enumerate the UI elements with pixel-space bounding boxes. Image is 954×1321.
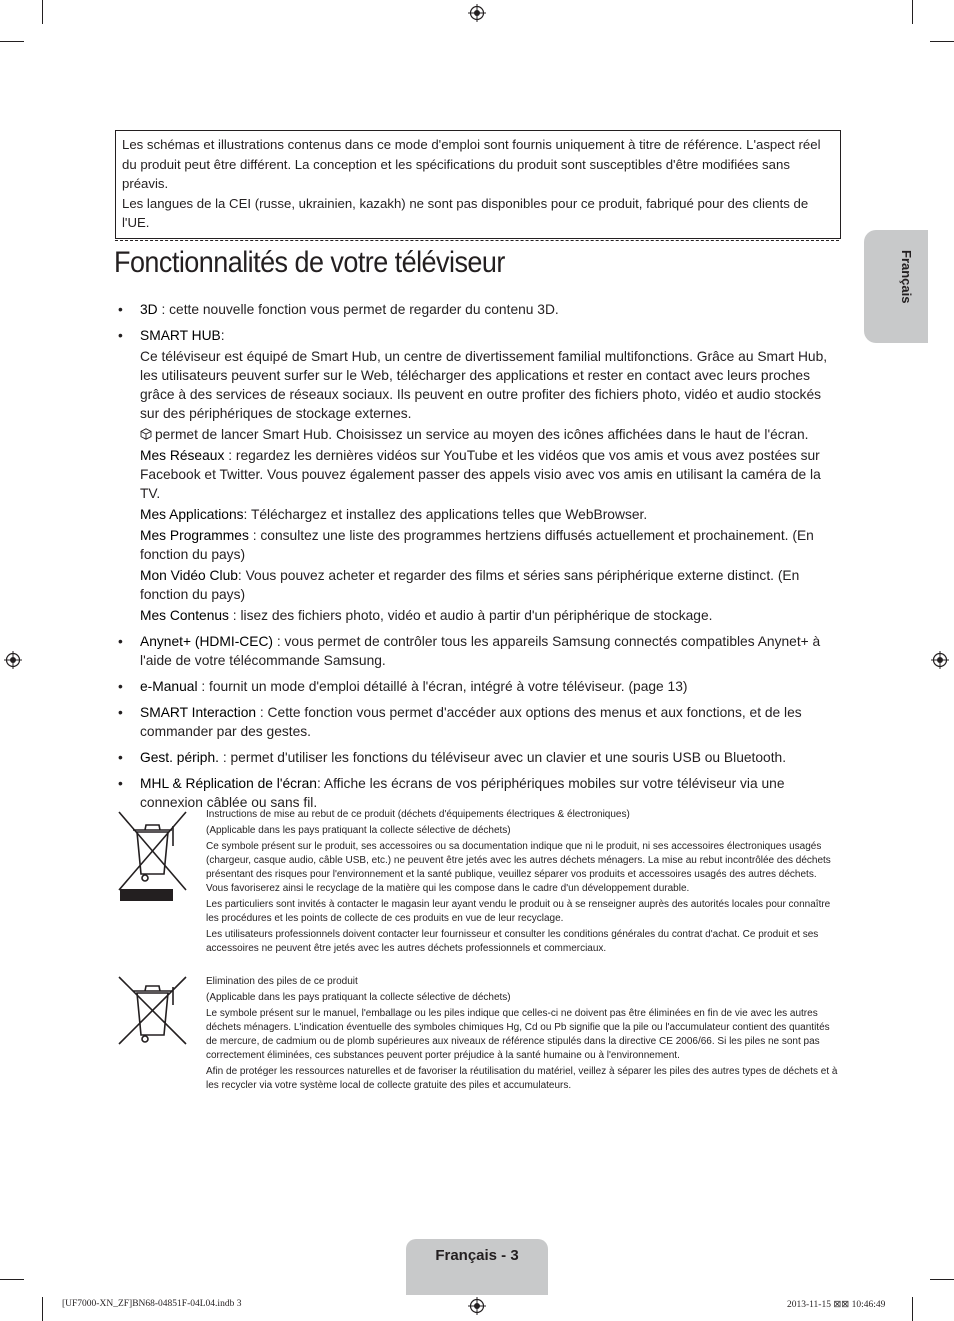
print-file-info: [UF7000-XN_ZF]BN68-04851F-04L04.indb 3	[62, 1299, 242, 1309]
disclaimer-text: Les schémas et illustrations contenus dans ce mode d'emploi sont fournis uniquement à titre de référence. L'aspect réel du produit peut être différent. La conception et les spécifications du produit sont susceptibles d'être modifiées sans préavis.	[122, 137, 821, 191]
list-item: • MHL & Réplication de l'écran: Affiche les écrans de vos périphériques mobiles sur votre téléviseur via une connexion câblée ou sans fil.	[115, 774, 839, 812]
page-number-tab	[406, 1239, 548, 1295]
list-item: Mon Vidéo Club: Vous pouvez acheter et regarder des films et séries sans périphérique externe distinct. (En fonction du pays)	[140, 568, 800, 602]
dashed-divider	[115, 240, 839, 241]
crop-mark	[930, 41, 954, 42]
battery-disposal-section	[115, 975, 839, 1105]
smart-hub-launch: permet de lancer Smart Hub. Choisissez un service au moyen des icônes affichées dans le haut de l'écran.	[140, 425, 839, 444]
language-note: Les langues de la CEI (russe, ukrainien, kazakh) ne sont pas disponibles pour ce produit, fabriqué pour des clients de l'UE.	[122, 195, 809, 230]
crop-mark	[930, 1279, 954, 1280]
weee-paragraph: Ce symbole présent sur le produit, ses accessoires ou sa documentation indique que ni le produit, ni ses accessoires électroniques usagés (chargeur, casque audio, câble USB, etc.) ne peuvent être jetés avec les autres déchets ménagers. La mise au rebut incontrôlée des déchets présentant des risques pour l'environnement et la santé publique, veuillez séparer vos produits et accessoires usagés des autres déchets. Vous favoriserez ainsi le recyclage de la matière qui les compose dans le cadre d'un développement durable.	[206, 841, 831, 894]
weee-disposal-section	[115, 808, 839, 968]
battery-paragraph: Le symbole présent sur le manuel, l'emballage ou les piles indique que celles-ci ne doivent pas être éliminées en fin de vie avec les autres déchets ménagers. L'indication éventuelle des symboles chimiques Hg, Cd ou Pb signifie que la pile ou l'accumulateur contient des quantités de mercure, de cadmium ou de plomb supérieures aux niveaux de référence stipulés dans la directive CE 2006/66. Si les piles ne sont pas correctement éliminées, ces substances peuvent porter préjudice à la santé humaine ou à l'environnement.	[206, 1008, 830, 1061]
weee-text	[206, 808, 840, 958]
registration-mark-icon	[468, 4, 486, 22]
crossed-bin-icon	[115, 808, 190, 903]
crop-mark	[912, 0, 913, 24]
print-date-info: 2013-11-15 ⊠⊠ 10:46:49	[787, 1300, 886, 1310]
list-item: • e-Manual : fournit un mode d'emploi détaillé à l'écran, intégré à votre téléviseur. (page 13)	[115, 677, 839, 696]
language-side-tab	[864, 230, 928, 343]
weee-paragraph: Les utilisateurs professionnels doivent contacter leur fournisseur et consulter les conditions générales du contrat d'achat. Ce produit et ses accessoires ne peuvent être jetés avec les autres déchets professionnels et commerciaux.	[206, 929, 819, 954]
page-title: Fonctionnalités de votre téléviseur	[114, 246, 505, 279]
feature-list	[115, 300, 839, 819]
smart-hub-intro: Ce téléviseur est équipé de Smart Hub, un centre de divertissement familial multifonctions. Grâce au Smart Hub, les utilisateurs peuvent surfer sur le Web, télécharger des applications et rester en contact avec leurs proches grâce à des services de réseaux sociaux. Ils peuvent en outre profiter des fichiers photo, vidéo et audio stockés sur des périphériques de stockage externes.	[140, 349, 828, 421]
list-item: • 3D : cette nouvelle fonction vous permet de regarder du contenu 3D.	[115, 300, 839, 319]
battery-subtitle: (Applicable dans les pays pratiquant la collecte sélective de déchets)	[206, 992, 511, 1003]
list-item: Mes Réseaux : regardez les dernières vidéos sur YouTube et les vidéos que vos amis et vous avez postées sur Facebook et Twitter. Vous pouvez également passer des appels visio avec vos amis en utilisant la caméra de la TV.	[140, 448, 821, 501]
list-item: • SMART HUB: Ce téléviseur est équipé de Smart Hub, un centre de divertissement familial multifonctions. Grâce au Smart Hub, les utilisateurs peuvent surfer sur le Web, télécharger des applications et rester en contact avec leurs proches grâce à des services de réseaux sociaux. Ils peuvent en outre profiter des fichiers photo, vidéo et audio stockés sur des périphériques de stockage externes. permet de lancer Smart Hub. Choisissez un service au moyen des icônes affichées dans le haut de l'écran. Mes Réseaux : regardez les dernières vidéos sur YouTube et les vidéos que vos amis et vous avez postées sur Facebook et Twitter. Vous pouvez également passer des appels visio avec vos amis en utilisant la caméra de la TV. Mes Applications: Téléchargez et installez des applications telles que WebBrowser. Mes Programmes : consultez une liste des programmes hertziens diffusés actuellement et prochainement. (En fonction du pays) Mon Vidéo Club: Vous pouvez acheter et regarder des films et séries sans périphérique externe distinct. (En fonction du pays) Mes Contenus : lisez des fichiers photo, vidéo et audio à partir d'un périphérique de stockage.	[115, 326, 839, 625]
crop-mark	[912, 1297, 913, 1321]
crossed-battery-bin-icon	[115, 975, 190, 1047]
battery-paragraph: Afin de protéger les ressources naturelles et de favoriser la réutilisation du matériel, veillez à séparer les piles des autres types de déchets et à les recycler via votre système local de collecte gratuite des piles et accumulateurs.	[206, 1066, 838, 1091]
page-number: Français - 3	[435, 1247, 519, 1264]
list-item: • Anynet+ (HDMI-CEC) : vous permet de contrôler tous les appareils Samsung connectés compatibles Anynet+ à l'aide de votre télécommande Samsung.	[115, 632, 839, 670]
registration-mark-icon	[4, 651, 22, 669]
language-side-tab-label: Français	[899, 250, 914, 304]
list-item: • SMART Interaction : Cette fonction vous permet d'accéder aux options des menus et aux fonctions, et de les commander par des gestes.	[115, 703, 839, 741]
registration-mark-icon	[931, 651, 949, 669]
crop-mark	[42, 1297, 43, 1321]
crop-mark	[0, 41, 24, 42]
weee-subtitle: (Applicable dans les pays pratiquant la collecte sélective de déchets)	[206, 825, 511, 836]
weee-title: Instructions de mise au rebut de ce produit (déchets d'équipements électriques & électroniques)	[206, 809, 630, 820]
battery-title: Elimination des piles de ce produit	[206, 976, 358, 987]
smart-hub-icon	[140, 428, 152, 440]
crop-mark	[0, 1279, 24, 1280]
battery-text	[206, 975, 840, 1095]
list-item: Mes Contenus : lisez des fichiers photo, vidéo et audio à partir d'un périphérique de stockage.	[140, 608, 713, 623]
disclaimer-box	[115, 130, 841, 239]
list-item: • Gest. périph. : permet d'utiliser les fonctions du téléviseur avec un clavier et une souris USB ou Bluetooth.	[115, 748, 839, 767]
weee-paragraph: Les particuliers sont invités à contacter le magasin leur ayant vendu le produit ou à se renseigner auprès des autorités locales pour connaître les procédures et les points de collecte de ces produits en vue de leur recyclage.	[206, 899, 831, 924]
registration-mark-icon	[468, 1297, 486, 1315]
crop-mark	[42, 0, 43, 24]
list-item: Mes Applications: Téléchargez et installez des applications telles que WebBrowser.	[140, 507, 648, 522]
list-item: Mes Programmes : consultez une liste des programmes hertziens diffusés actuellement et prochainement. (En fonction du pays)	[140, 528, 814, 562]
